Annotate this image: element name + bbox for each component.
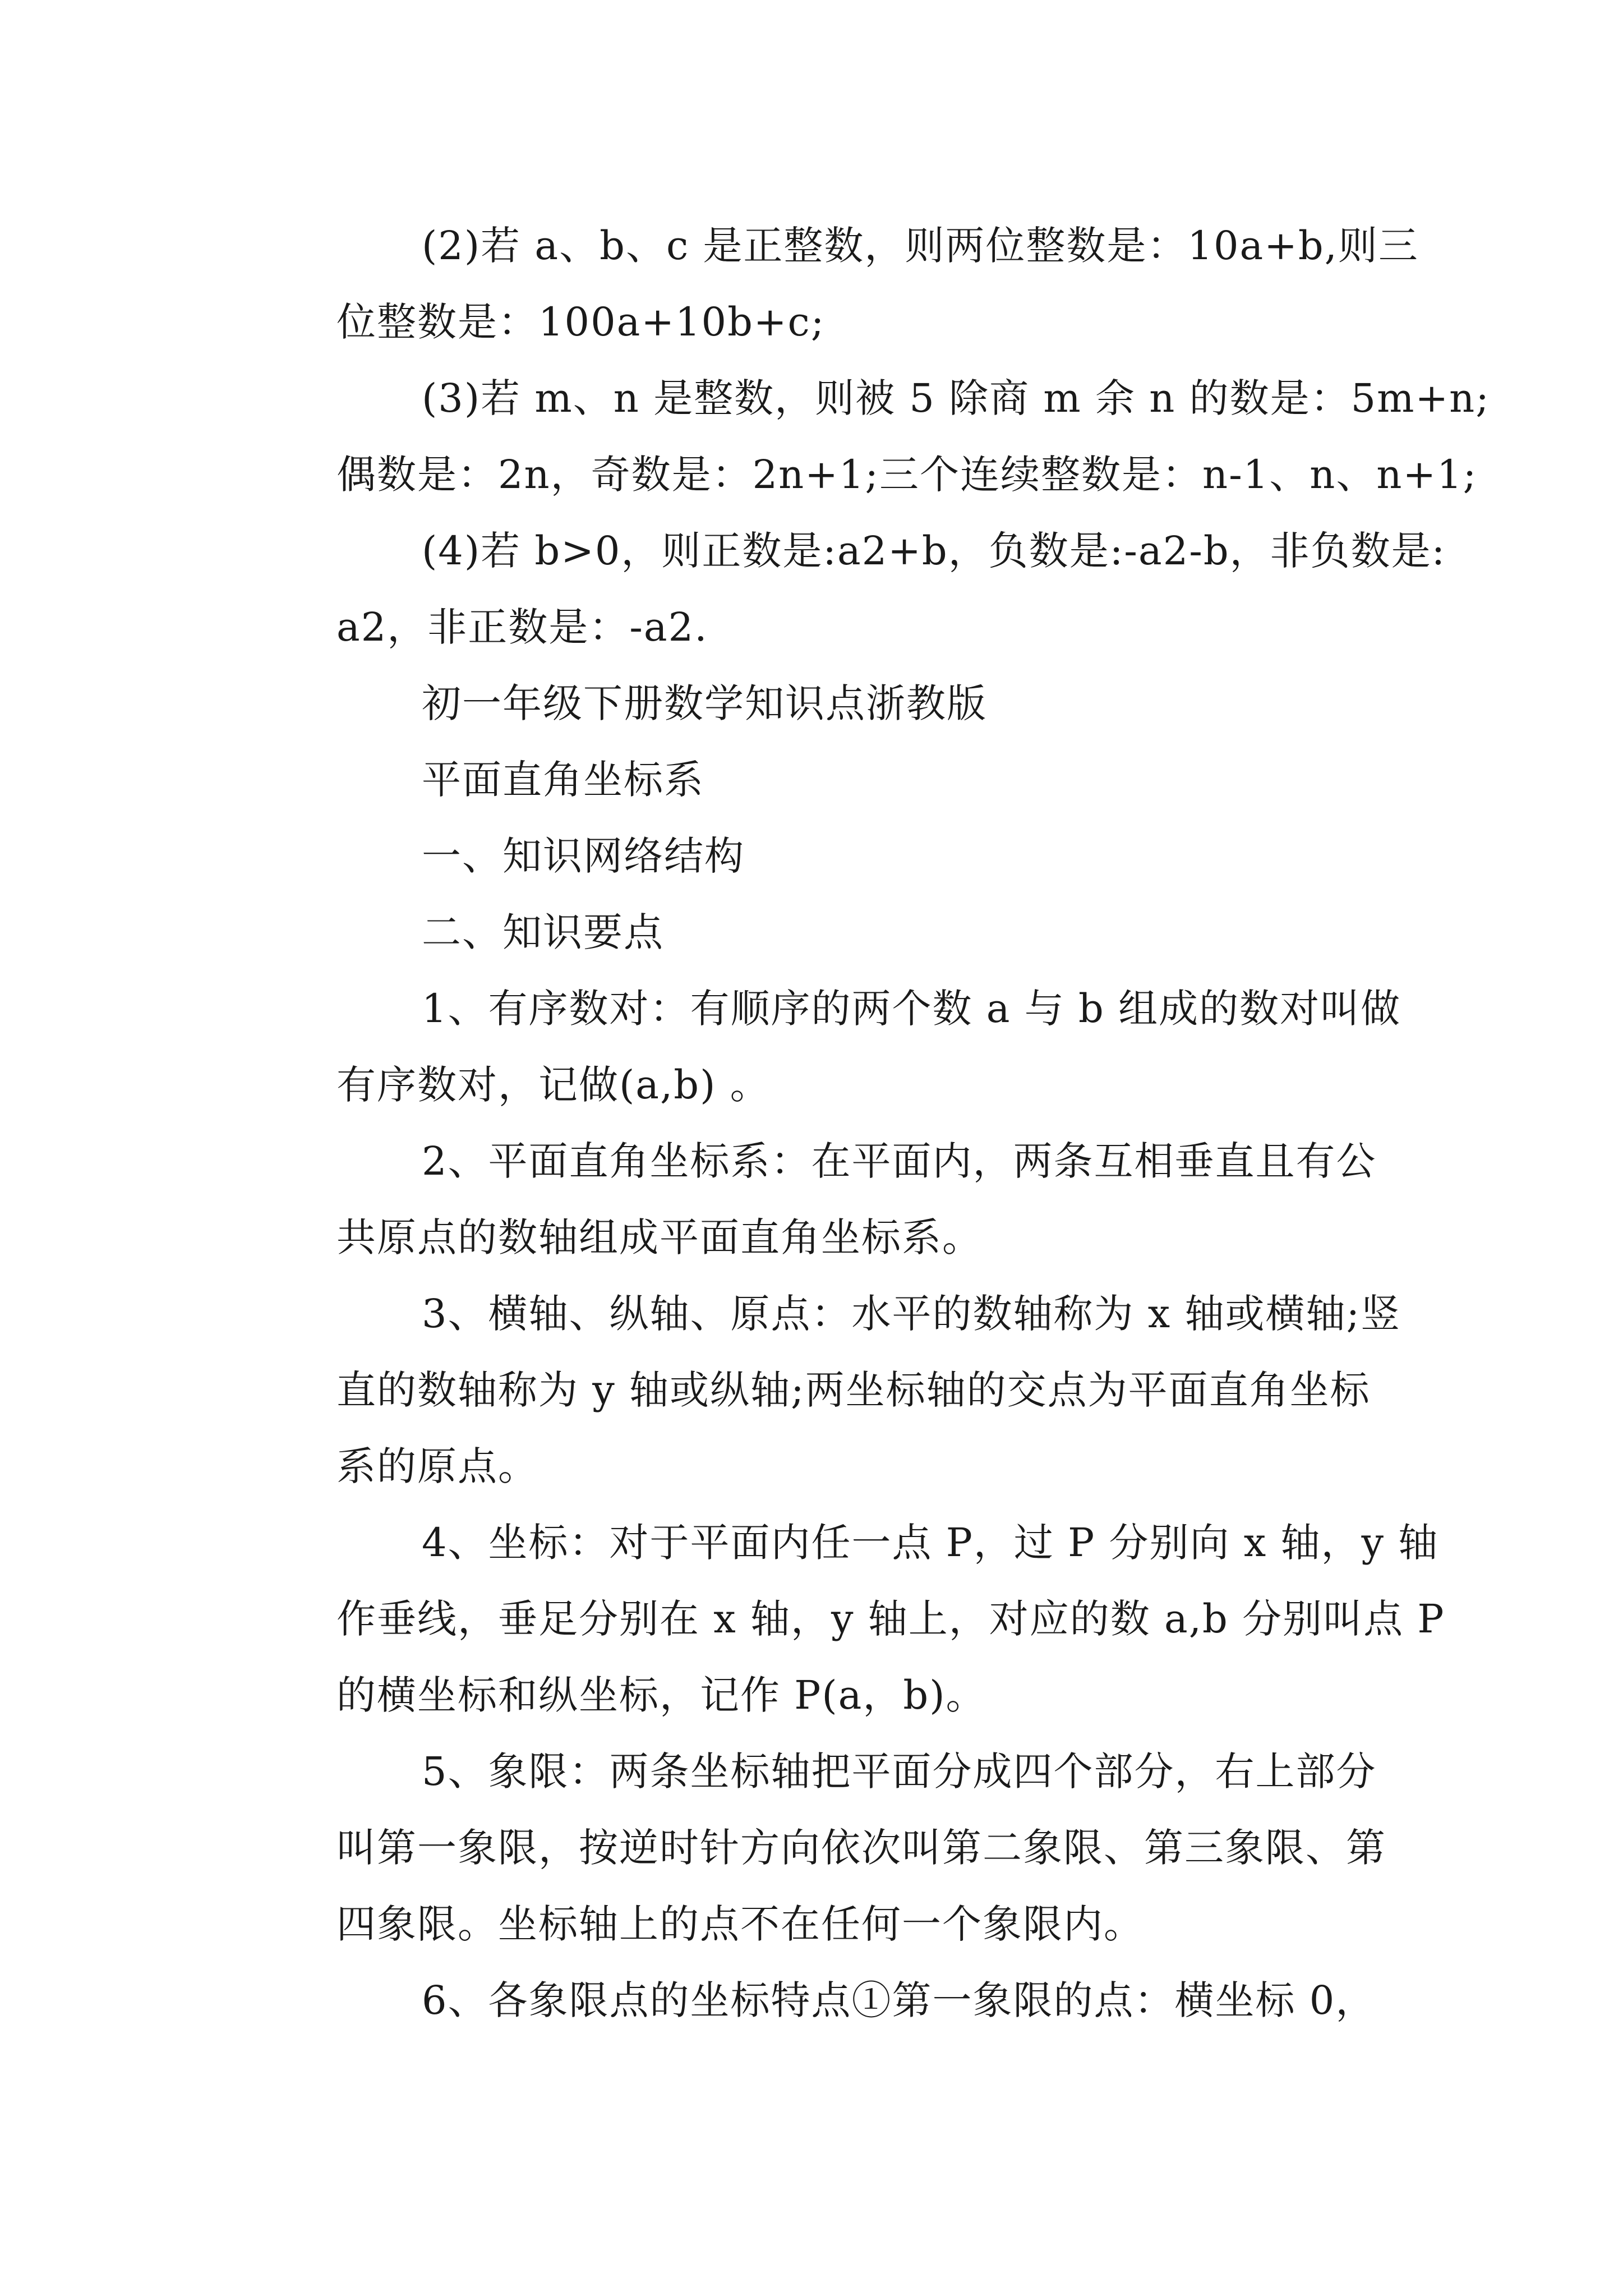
point-coordinates [251, 1504, 1445, 1733]
topic-heading [251, 742, 1385, 818]
text-line: (4)若 b>0，则正数是:a2+b，负数是:-a2-b，非负数是: [422, 528, 1446, 574]
point-quadrants [251, 1733, 1385, 1962]
paragraph-signs [251, 513, 1446, 665]
document-body [251, 208, 1490, 2039]
text-line: 有序数对，记做(a,b) 。 [336, 1062, 771, 1108]
text-line: (3)若 m、n 是整数，则被 5 除商 m 余 n 的数是：5m+n; [422, 375, 1490, 421]
text-line: 系的原点。 [336, 1443, 538, 1489]
text-line: 1、有序数对：有顺序的两个数 a 与 b 组成的数对叫做 [422, 986, 1401, 1032]
text-line: 2、平面直角坐标系：在平面内，两条互相垂直且有公 [422, 1138, 1377, 1184]
text-line: 四象限。坐标轴上的点不在任何一个象限内。 [336, 1901, 1144, 1947]
heading-text: 一、知识网络结构 [422, 833, 745, 879]
text-line: 作垂线，垂足分别在 x 轴，y 轴上，对应的数 a,b 分别叫点 P [336, 1596, 1445, 1642]
point-quadrant-features [251, 1962, 1385, 2039]
point-axes-origin [251, 1276, 1401, 1504]
text-line: 共原点的数轴组成平面直角坐标系。 [336, 1214, 983, 1260]
text-line: 6、各象限点的坐标特点①第一象限的点：横坐标 0， [422, 1977, 1376, 2023]
text-line: 5、象限：两条坐标轴把平面分成四个部分，右上部分 [422, 1749, 1377, 1795]
point-ordered-pair [251, 970, 1401, 1123]
text-line: 直的数轴称为 y 轴或纵轴;两坐标轴的交点为平面直角坐标 [336, 1367, 1371, 1413]
subheading-key-points [251, 894, 1385, 970]
text-line: a2，非正数是：-a2. [336, 604, 708, 650]
text-line: 位整数是：100a+10b+c; [336, 299, 826, 345]
paragraph-integers-division [251, 360, 1490, 513]
heading-text: 初一年级下册数学知识点浙教版 [422, 680, 987, 726]
point-coordinate-system [251, 1123, 1385, 1276]
subheading-structure [251, 818, 1385, 894]
text-line: 的横坐标和纵坐标，记作 P(a，b)。 [336, 1672, 986, 1718]
paragraph-integers-digits [251, 208, 1419, 360]
text-line: 3、横轴、纵轴、原点：水平的数轴称为 x 轴或横轴;竖 [422, 1291, 1401, 1337]
section-heading [251, 665, 1385, 742]
heading-text: 平面直角坐标系 [422, 757, 704, 803]
text-line: 偶数是：2n，奇数是：2n+1;三个连续整数是：n-1、n、n+1; [336, 452, 1478, 498]
text-line: (2)若 a、b、c 是正整数，则两位整数是：10a+b,则三 [422, 223, 1419, 269]
text-line: 4、坐标：对于平面内任一点 P，过 P 分别向 x 轴，y 轴 [422, 1520, 1439, 1566]
text-line: 叫第一象限，按逆时针方向依次叫第二象限、第三象限、第 [336, 1825, 1386, 1871]
heading-text: 二、知识要点 [422, 909, 664, 955]
